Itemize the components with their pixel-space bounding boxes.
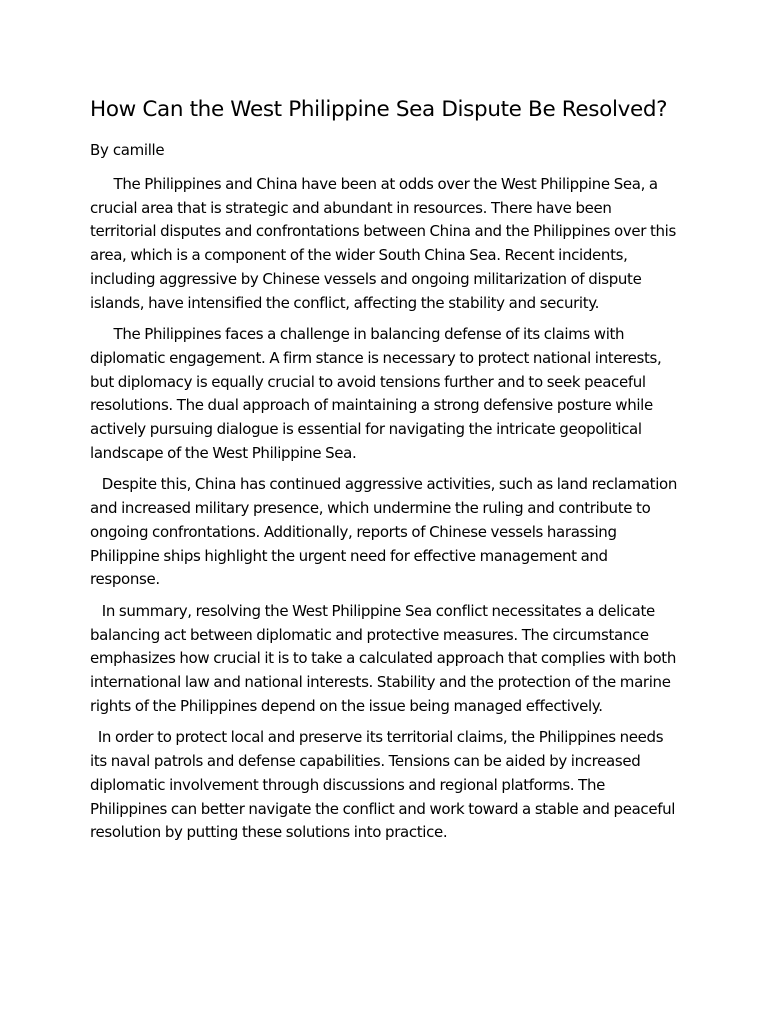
paragraph-5: In order to protect local and preserve its territorial claims, the Philippines needs its naval patrols and defense capabilities. Tensions can be aided by increased diplomatic involvement through discussions and regional platforms. The Philippines can better navigate the conflict and work toward a stable and peaceful resolution by putting these solutions into practice.: [90, 728, 680, 842]
document-page: [90, 95, 681, 845]
paragraph-4: In summary, resolving the West Philippine Sea conflict necessitates a delicate balancing act between diplomatic and protective measures. The circumstance emphasizes how crucial it is to take a calculated approach that complies with both international law and national interests. Stability and the protection of the marine rights of the Philippines depend on the issue being managed effectively.: [90, 601, 680, 715]
author-byline: By camille: [90, 141, 165, 159]
paragraph-2: The Philippines faces a challenge in balancing defense of its claims with diplomatic engagement. A firm stance is necessary to protect national interests, but diplomacy is equally crucial to avoid tensions further and to seek peaceful resolutions. The dual approach of maintaining a strong defensive posture while actively pursuing dialogue is essential for navigating the intricate geopolitical landscape of the West Philippine Sea.: [90, 325, 666, 462]
document-title: How Can the West Philippine Sea Dispute Be Resolved?: [90, 97, 668, 122]
paragraph-3: Despite this, China has continued aggressive activities, such as land reclamation and increased military presence, which undermine the ruling and contribute to ongoing confrontations. Additionally, reports of Chinese vessels harassing Philippine ships highlight the urgent need for effective management and response.: [90, 475, 681, 589]
paragraph-1: The Philippines and China have been at odds over the West Philippine Sea, a crucial area that is strategic and abundant in resources. There have been territorial disputes and confrontations between China and the Philippines over this area, which is a component of the wider South China Sea. Recent incidents, including aggressive by Chinese vessels and ongoing militarization of dispute islands, have intensified the conflict, affecting the stability and security.: [90, 175, 680, 312]
